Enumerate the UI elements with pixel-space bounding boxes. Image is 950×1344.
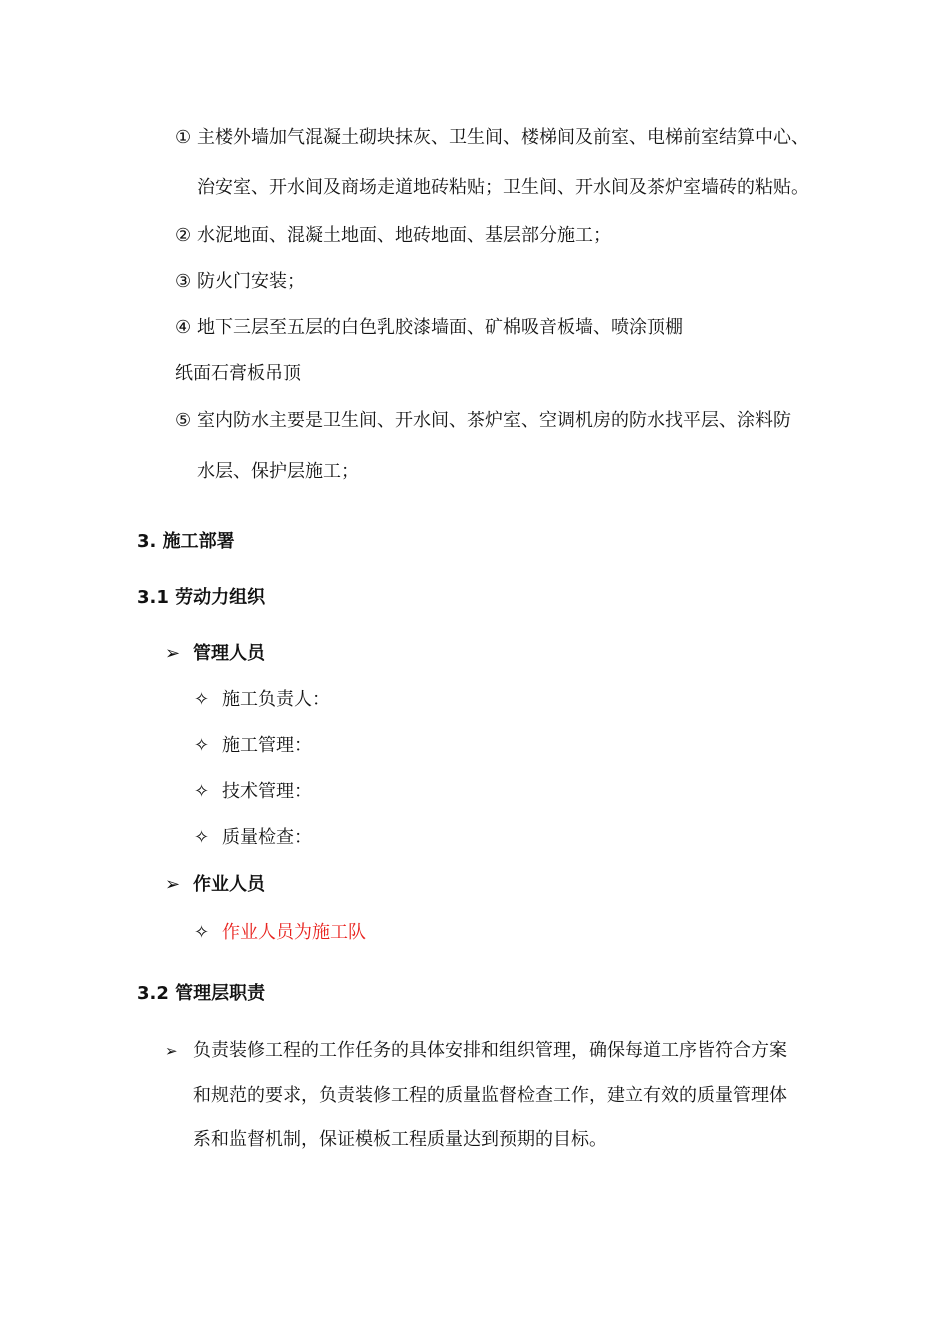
role-item xyxy=(194,826,312,850)
role-label: 质量检查： xyxy=(222,827,312,848)
paragraph-text: 和规范的要求，负责装修工程的质量监督检查工作，建立有效的质量管理体 xyxy=(193,1085,787,1106)
arrow-bullet-icon: ➢ xyxy=(165,1042,178,1060)
item-number: ③ xyxy=(175,271,192,292)
item-text: 防火门安装； xyxy=(197,271,305,292)
work-team-text: 作业人员为施工队 xyxy=(222,922,366,943)
section-heading-3-2: 3.2 管理层职责 xyxy=(137,983,266,1004)
arrow-bullet-icon: ➢ xyxy=(165,643,181,664)
subheading-text: 作业人员 xyxy=(193,874,265,895)
list-item-1-continuation xyxy=(197,176,809,200)
section-heading-3: 3. 施工部署 xyxy=(137,531,235,552)
list-item-5 xyxy=(175,409,791,433)
paragraph-text: 系和监督机制，保证模板工程质量达到预期的目标。 xyxy=(193,1129,607,1150)
responsibility-paragraph-line-2 xyxy=(193,1084,787,1108)
list-item-1 xyxy=(175,126,809,150)
role-label: 施工负责人： xyxy=(222,689,330,710)
item-text: 主楼外墙加气混凝土砌块抹灰、卫生间、楼梯间及前室、电梯前室结算中心、 xyxy=(197,127,809,148)
arrow-bullet-icon: ➢ xyxy=(165,874,181,895)
list-item-3 xyxy=(175,270,305,294)
section-heading-3-1: 3.1 劳动力组织 xyxy=(137,587,266,608)
diamond-bullet-icon: ✧ xyxy=(194,781,210,802)
item-text: 地下三层至五层的白色乳胶漆墙面、矿棉吸音板墙、喷涂顶棚 xyxy=(197,317,683,338)
role-item xyxy=(194,688,330,712)
item-text: 水泥地面、混凝土地面、地砖地面、基层部分施工； xyxy=(197,225,611,246)
item-number: ① xyxy=(175,127,192,148)
item-text: 纸面石膏板吊顶 xyxy=(175,363,301,384)
list-item-4 xyxy=(175,316,683,340)
item-number: ⑤ xyxy=(175,410,192,431)
diamond-bullet-icon: ✧ xyxy=(194,922,210,943)
diamond-bullet-icon: ✧ xyxy=(194,827,210,848)
responsibility-paragraph-line-3 xyxy=(193,1128,607,1152)
item-number: ④ xyxy=(175,317,192,338)
diamond-bullet-icon: ✧ xyxy=(194,689,210,710)
list-item-5-continuation xyxy=(197,460,359,484)
role-item xyxy=(194,780,312,804)
subheading-text: 管理人员 xyxy=(193,643,265,664)
role-item xyxy=(194,734,312,758)
role-label: 施工管理： xyxy=(222,735,312,756)
responsibility-paragraph-line-1 xyxy=(165,1039,787,1063)
work-team-note xyxy=(194,921,366,945)
item-text: 水层、保护层施工； xyxy=(197,461,359,482)
diamond-bullet-icon: ✧ xyxy=(194,735,210,756)
list-item-2 xyxy=(175,224,611,248)
subheading-work-staff xyxy=(165,873,265,897)
role-label: 技术管理： xyxy=(222,781,312,802)
list-item-4-continuation xyxy=(175,362,301,386)
subheading-management-staff xyxy=(165,642,265,666)
item-text: 室内防水主要是卫生间、开水间、茶炉室、空调机房的防水找平层、涂料防 xyxy=(197,410,791,431)
item-text: 治安室、开水间及商场走道地砖粘贴；卫生间、开水间及茶炉室墙砖的粘贴。 xyxy=(197,177,809,198)
paragraph-text: 负责装修工程的工作任务的具体安排和组织管理，确保每道工序皆符合方案 xyxy=(193,1040,787,1061)
item-number: ② xyxy=(175,225,192,246)
